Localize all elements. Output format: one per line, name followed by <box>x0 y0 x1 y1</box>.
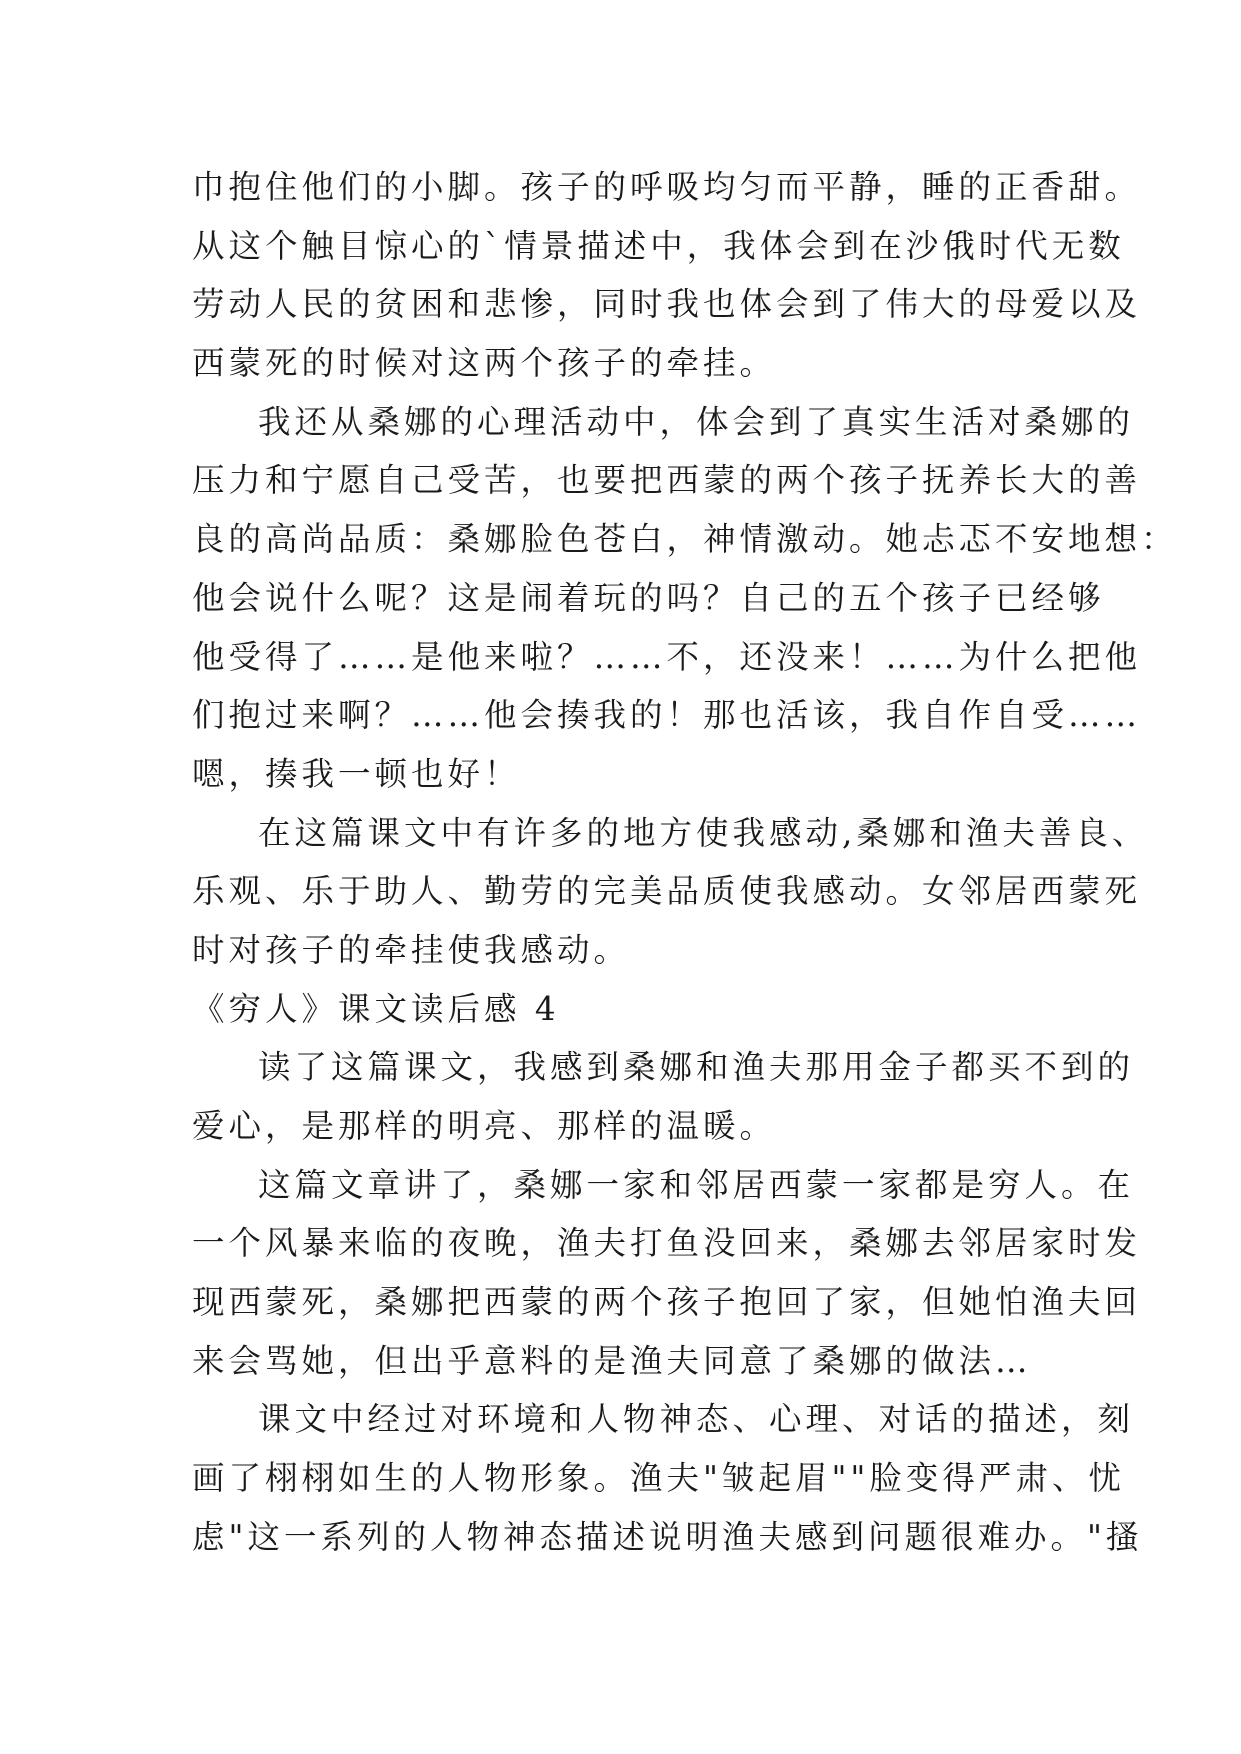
text-line: 他受得了……是他来啦？……不，还没来！……为什么把他 <box>192 637 1142 676</box>
text-line: 良的高尚品质：桑娜脸色苍白，神情激动。她忐忑不安地想： <box>192 520 1178 559</box>
document-body <box>192 158 1178 1567</box>
paragraph-first-line: 课文中经过对环境和人物神态、心理、对话的描述，刻 <box>258 1400 1135 1439</box>
text-line: 压力和宁愿自己受苦，也要把西蒙的两个孩子抚养长大的善 <box>192 461 1142 500</box>
section-heading: 《穷人》课文读后感 4 <box>192 989 560 1028</box>
text-line: 画了栩栩如生的人物形象。渔夫"皱起眉""脸变得严肃、忧 <box>192 1459 1125 1498</box>
text-line: 虑"这一系列的人物神态描述说明渔夫感到问题很难办。"搔 <box>192 1517 1143 1556</box>
text-line: 爱心，是那样的明亮、那样的温暖。 <box>192 1107 777 1145</box>
text-line: 他会说什么呢？这是闹着玩的吗？自己的五个孩子已经够 <box>192 578 1105 617</box>
text-line: 劳动人民的贫困和悲惨，同时我也体会到了伟大的母爱以及 <box>192 285 1142 324</box>
paragraph-first-line: 读了这篇课文，我感到桑娜和渔夫那用金子都买不到的 <box>258 1048 1135 1087</box>
text-line: 来会骂她，但出乎意料的是渔夫同意了桑娜的做法… <box>192 1341 1032 1380</box>
text-line: 嗯，揍我一顿也好！ <box>192 754 521 793</box>
text-line: 从这个触目惊心的`情景描述中，我体会到在沙俄时代无数 <box>192 226 1125 265</box>
text-line: 巾抱住他们的小脚。孩子的呼吸均匀而平静，睡的正香甜。 <box>192 168 1142 206</box>
paragraph-first-line: 这篇文章讲了，桑娜一家和邻居西蒙一家都是穷人。在 <box>258 1165 1135 1204</box>
text-line: 时对孩子的牵挂使我感动。 <box>192 930 631 969</box>
paragraph-first-line: 在这篇课文中有许多的地方使我感动,桑娜和渔夫善良、 <box>258 813 1149 852</box>
text-line: 乐观、乐于助人、勤劳的完美品质使我感动。女邻居西蒙死 <box>192 872 1142 911</box>
text-line: 们抱过来啊？……他会揍我的！那也活该，我自作自受…… <box>192 696 1142 735</box>
text-line: 一个风暴来临的夜晚，渔夫打鱼没回来，桑娜去邻居家时发 <box>192 1224 1142 1263</box>
paragraph-first-line: 我还从桑娜的心理活动中，体会到了真实生活对桑娜的 <box>258 402 1135 441</box>
text-line: 西蒙死的时候对这两个孩子的牵挂。 <box>192 344 777 383</box>
text-line: 现西蒙死，桑娜把西蒙的两个孩子抱回了家，但她怕渔夫回 <box>192 1283 1142 1322</box>
